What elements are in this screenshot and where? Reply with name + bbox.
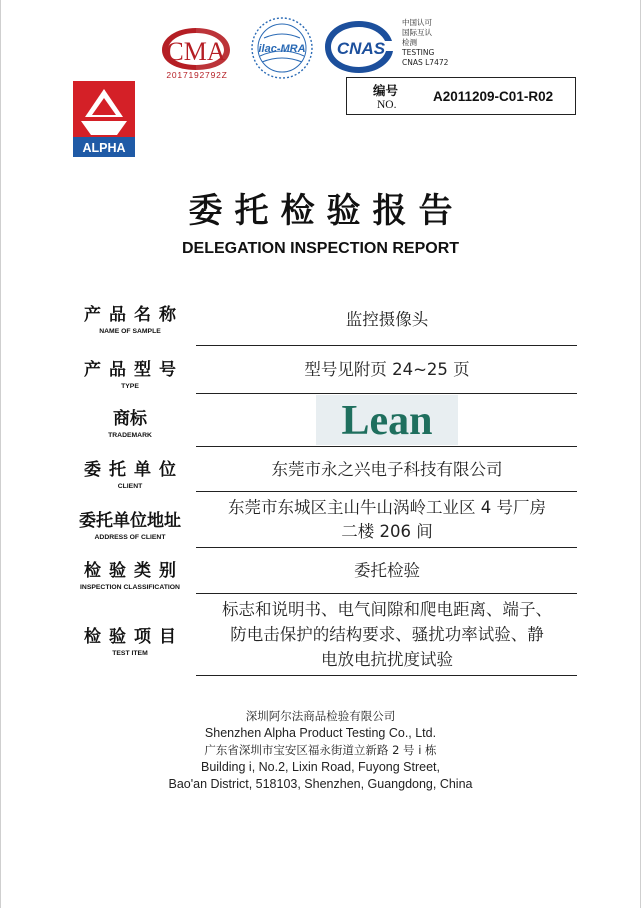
client-label-en: CLIENT xyxy=(117,483,143,490)
svg-text:CMA: CMA xyxy=(166,37,226,66)
divider xyxy=(196,547,577,548)
svg-text:ilac-MRA: ilac-MRA xyxy=(258,43,306,55)
report-number-label-cn: 编号 xyxy=(373,83,399,98)
svg-text:ALPHA: ALPHA xyxy=(82,141,126,155)
report-title-cn: 委托检验报告 xyxy=(188,191,465,231)
trademark-logo xyxy=(316,395,458,445)
test-item-line-1: 标志和说明书、电气间隙和爬电距离、端子、 xyxy=(222,600,552,619)
lean-logo-text: Lean xyxy=(341,398,433,444)
type-value: 型号见附页 24~25 页 xyxy=(304,360,470,379)
svg-text:CNAS: CNAS xyxy=(336,39,386,58)
divider xyxy=(196,491,577,492)
trademark-label: 商标 xyxy=(113,409,147,429)
address-line-1: 东莞市东城区主山牛山涡岭工业区 4 号厂房 xyxy=(228,498,546,517)
footer-company-en: Shenzhen Alpha Product Testing Co., Ltd. xyxy=(204,726,437,740)
report-number-label-en: NO. xyxy=(377,99,397,111)
address-label: 委托单位地址 xyxy=(79,511,181,531)
cnas-logo-icon xyxy=(322,19,396,75)
divider xyxy=(196,446,577,447)
type-label: 产品型号 xyxy=(84,360,184,380)
divider xyxy=(196,675,577,676)
footer-address-en-2: Bao'an District, 518103, Shenzhen, Guangdong, China xyxy=(168,777,473,791)
classification-label: 检验类别 xyxy=(84,561,184,581)
footer-address-en-1: Building i, No.2, Lixin Road, Fuyong Street, xyxy=(200,760,441,774)
alpha-logo-icon xyxy=(73,81,135,157)
footer-company-cn: 深圳阿尔法商品检验有限公司 xyxy=(245,709,396,723)
address-label-en: ADDRESS OF CLIENT xyxy=(94,534,166,541)
ilac-mra-logo-icon xyxy=(250,16,314,80)
classification-value: 委托检验 xyxy=(354,561,420,580)
report-number-value: A2011209-C01-R02 xyxy=(433,89,554,104)
test-item-label: 检验项目 xyxy=(84,627,184,647)
divider xyxy=(196,345,577,346)
divider xyxy=(196,393,577,394)
test-item-line-2: 防电击保护的结构要求、骚扰功率试验、静 xyxy=(230,625,544,644)
test-item-line-3: 电放电抗扰度试验 xyxy=(321,650,453,669)
type-label-en: TYPE xyxy=(121,383,139,390)
footer xyxy=(0,708,641,793)
trademark-label-en: TRADEMARK xyxy=(108,432,152,439)
footer-address-cn: 广东省深圳市宝安区福永街道立新路 2 号 i 栋 xyxy=(204,743,437,757)
sample-name-label: 产品名称 xyxy=(84,305,184,325)
cma-number: 2017192792Z xyxy=(166,70,228,80)
report-number-box xyxy=(346,77,576,115)
cnas-accreditation-text: 中国认可 国际互认 检测 TESTING CNAS L7472 xyxy=(402,18,449,67)
client-label: 委托单位 xyxy=(84,460,184,480)
divider xyxy=(196,593,577,594)
address-line-2: 二楼 206 间 xyxy=(341,522,433,541)
report-title-en: DELEGATION INSPECTION REPORT xyxy=(181,240,460,257)
classification-label-en: INSPECTION CLASSIFICATION xyxy=(80,584,180,591)
sample-name-label-en: NAME OF SAMPLE xyxy=(99,328,161,335)
sample-name-value: 监控摄像头 xyxy=(345,310,429,329)
client-value: 东莞市永之兴电子科技有限公司 xyxy=(271,460,503,479)
test-item-label-en: TEST ITEM xyxy=(112,650,148,657)
